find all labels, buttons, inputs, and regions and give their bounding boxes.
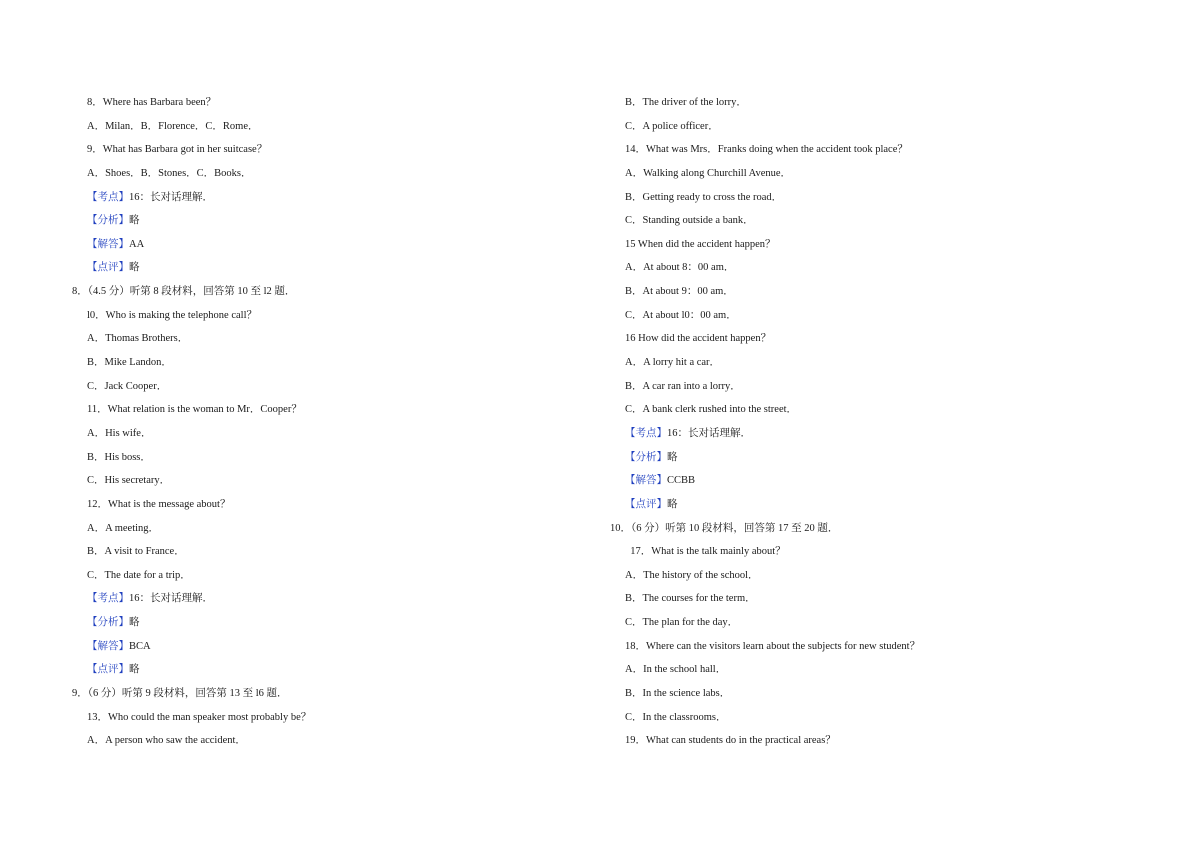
question-line — [610, 564, 1110, 588]
line-text: A．The history of the school． — [625, 569, 759, 581]
line-text: C．At about l0：00 am． — [625, 309, 737, 321]
analysis-tag: 【考点】 — [87, 593, 129, 605]
question-line — [72, 91, 572, 115]
analysis-tag: 【考点】 — [87, 191, 129, 203]
question-line — [72, 327, 572, 351]
question-line — [610, 375, 1110, 399]
line-text: 16：长对话理解． — [667, 427, 751, 439]
line-text: B．A car ran into a lorry． — [625, 380, 741, 392]
question-line — [610, 91, 1110, 115]
question-line — [72, 138, 572, 162]
line-text: B．In the science labs． — [625, 688, 731, 700]
question-line — [72, 706, 572, 730]
answer-analysis-line — [610, 493, 1110, 517]
line-text: B．Getting ready to cross the road． — [625, 191, 783, 203]
line-text: 略 — [667, 451, 678, 463]
line-text: 略 — [129, 262, 140, 274]
line-text: 9．（6 分）听第 9 段材料，回答第 13 至 l6 题． — [72, 688, 288, 700]
question-line — [610, 729, 1110, 753]
line-text: 16：长对话理解． — [129, 191, 213, 203]
analysis-tag: 【考点】 — [625, 427, 667, 439]
line-text: C．His secretary． — [87, 475, 171, 487]
line-text: B．The courses for the term． — [625, 593, 756, 605]
line-text: 8．（4.5 分）听第 8 段材料，回答第 10 至 l2 题． — [72, 286, 296, 298]
question-line — [610, 138, 1110, 162]
line-text: 18．Where can the visitors learn about the subjects for new student？ — [625, 640, 921, 652]
line-text: A．Walking along Churchill Avenue． — [625, 167, 792, 179]
question-line — [610, 209, 1110, 233]
right-column — [610, 91, 1110, 753]
line-text: l0．Who is making the telephone call？ — [87, 309, 257, 321]
section-heading — [610, 517, 1110, 541]
line-text: 19．What can students do in the practical areas？ — [625, 735, 836, 747]
answer-analysis-line — [72, 611, 572, 635]
line-text: A．Milan．B．Florence．C．Rome． — [87, 120, 259, 132]
question-line — [610, 256, 1110, 280]
line-text: 9．What has Barbara got in her suitcase？ — [87, 144, 268, 156]
line-text: 略 — [129, 215, 140, 227]
question-line — [72, 351, 572, 375]
line-text: B．At about 9：00 am． — [625, 286, 734, 298]
analysis-tag: 【分析】 — [625, 451, 667, 463]
line-text: AA — [129, 238, 145, 250]
question-line — [72, 540, 572, 564]
analysis-tag: 【点评】 — [87, 664, 129, 676]
question-line — [610, 280, 1110, 304]
question-line — [72, 517, 572, 541]
line-text: 8．Where has Barbara been？ — [87, 97, 217, 108]
line-text: 略 — [129, 664, 140, 676]
line-text: B．The driver of the lorry． — [625, 97, 747, 108]
line-text: C．In the classrooms． — [625, 711, 727, 723]
question-line — [610, 115, 1110, 139]
line-text: B．His boss． — [87, 451, 151, 463]
question-line — [72, 469, 572, 493]
line-text: C．The plan for the day． — [625, 617, 739, 629]
question-line — [72, 422, 572, 446]
question-line — [72, 375, 572, 399]
line-text: 11．What relation is the woman to Mr．Cooper？ — [87, 404, 302, 416]
line-text: 13．Who could the man speaker most probably be？ — [87, 711, 312, 723]
question-line — [610, 540, 1110, 564]
line-text: A．Thomas Brothers． — [87, 333, 189, 345]
section-heading — [72, 280, 572, 304]
answer-analysis-line — [72, 587, 572, 611]
question-line — [610, 706, 1110, 730]
question-line — [72, 398, 572, 422]
question-line — [610, 162, 1110, 186]
answer-analysis-line — [72, 256, 572, 280]
question-line — [72, 446, 572, 470]
analysis-tag: 【解答】 — [87, 238, 129, 250]
line-text: 略 — [129, 617, 140, 629]
line-text: CCBB — [667, 475, 696, 487]
question-line — [72, 162, 572, 186]
line-text: BCA — [129, 640, 151, 652]
analysis-tag: 【解答】 — [625, 475, 667, 487]
question-line — [72, 304, 572, 328]
line-text: A．At about 8：00 am． — [625, 262, 735, 274]
question-line — [610, 635, 1110, 659]
question-line — [610, 351, 1110, 375]
question-line — [610, 304, 1110, 328]
line-text: A．A person who saw the accident． — [87, 735, 246, 747]
line-text: A．A meeting． — [87, 522, 160, 534]
question-line — [610, 682, 1110, 706]
line-text: C．Jack Cooper． — [87, 380, 168, 392]
question-line — [72, 493, 572, 517]
question-line — [610, 233, 1110, 257]
answer-analysis-line — [610, 422, 1110, 446]
left-column — [72, 91, 572, 753]
line-text: C．The date for a trip． — [87, 569, 191, 581]
analysis-tag: 【解答】 — [87, 640, 129, 652]
answer-analysis-line — [72, 233, 572, 257]
question-line — [610, 587, 1110, 611]
line-text: B．A visit to France． — [87, 546, 185, 558]
line-text: B．Mike Landon． — [87, 357, 172, 369]
line-text: 16：长对话理解． — [129, 593, 213, 605]
question-line — [72, 729, 572, 753]
line-text: 略 — [667, 498, 678, 510]
question-line — [610, 327, 1110, 351]
line-text: A．Shoes．B．Stones．C．Books． — [87, 167, 252, 179]
line-text: 16 How did the accident happen？ — [625, 333, 772, 345]
line-text: 17．What is the talk mainly about？ — [625, 546, 786, 558]
line-text: 15 When did the accident happen？ — [625, 238, 776, 250]
question-line — [72, 564, 572, 588]
answer-analysis-line — [72, 186, 572, 210]
line-text: A．A lorry hit a car． — [625, 357, 721, 369]
section-heading — [72, 682, 572, 706]
question-line — [610, 611, 1110, 635]
line-text: C．A police officer． — [625, 120, 719, 132]
answer-analysis-line — [72, 209, 572, 233]
line-text: 12．What is the message about？ — [87, 498, 231, 510]
line-text: 10．（6 分）听第 10 段材料，回答第 17 至 20 题． — [610, 522, 839, 534]
line-text: C．Standing outside a bank． — [625, 215, 754, 227]
analysis-tag: 【点评】 — [625, 498, 667, 510]
analysis-tag: 【点评】 — [87, 262, 129, 274]
question-line — [72, 115, 572, 139]
question-line — [610, 398, 1110, 422]
answer-analysis-line — [72, 658, 572, 682]
question-line — [610, 186, 1110, 210]
line-text: 14．What was Mrs．Franks doing when the accident took place？ — [625, 144, 908, 156]
line-text: A．In the school hall． — [625, 664, 727, 676]
answer-analysis-line — [610, 446, 1110, 470]
answer-analysis-line — [72, 635, 572, 659]
question-line — [610, 658, 1110, 682]
line-text: A．His wife． — [87, 427, 152, 439]
analysis-tag: 【分析】 — [87, 215, 129, 227]
line-text: C．A bank clerk rushed into the street． — [625, 404, 798, 416]
answer-analysis-line — [610, 469, 1110, 493]
analysis-tag: 【分析】 — [87, 617, 129, 629]
